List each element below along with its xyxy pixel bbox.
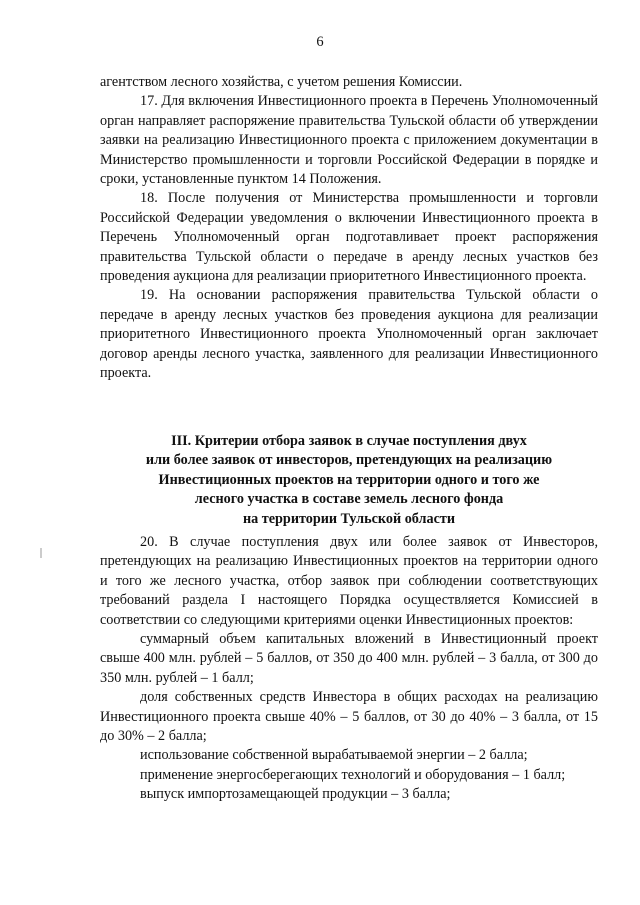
- section-heading-line: III. Критерии отбора заявок в случае поступления двух: [171, 433, 527, 449]
- criterion-own-energy: использование собственной вырабатываемой энергии – 2 балла;: [140, 747, 528, 764]
- text-block-top: [100, 73, 598, 384]
- paragraph-18: 18. После получения от Министерства промышленности и торговли Российской Федерации уведомления о включении Инвестиционного проекта в Перечень Уполномоченный орган подготавливает проект распоряжения правительства Тульской области о передаче в аренду лесных участков без проведения аукциона для реализации приоритетного Инвестиционного проекта.: [100, 190, 598, 285]
- scan-margin-mark: [40, 548, 42, 558]
- criterion-import-substitution: выпуск импортозамещающей продукции – 3 балла;: [140, 786, 451, 803]
- page-number: 6: [316, 34, 324, 50]
- paragraph-19: 19. На основании распоряжения правительства Тульской области о передаче в аренду лесных участков без проведения аукциона для реализации приоритетного Инвестиционного проекта Уполномоченный орган заключает договор аренды лесного участка, заявленного для реализации Инвестиционного проекта.: [100, 287, 598, 382]
- text-block-bottom: [100, 533, 598, 805]
- section-heading-line: на территории Тульской области: [242, 510, 456, 527]
- paragraph-continuation: агентством лесного хозяйства, с учетом решения Комиссии.: [100, 74, 463, 90]
- section-heading-line: или более заявок от инвесторов, претендующих на реализацию: [145, 452, 553, 469]
- criterion-energy-saving: применение энергосберегающих технологий и оборудования – 1 балл;: [140, 766, 566, 783]
- criterion-capital-investment: суммарный объем капитальных вложений в Инвестиционный проект свыше 400 млн. рублей – 5 баллов, от 350 до 400 млн. рублей – 3 балла, от 300 до 350 млн. рублей – 1 балл;: [100, 631, 598, 686]
- section-heading: [100, 432, 598, 529]
- criterion-own-funds-share: доля собственных средств Инвестора в общих расходах на реализацию Инвестиционного проекта свыше 40% – 5 баллов, от 30 до 40% – 3 балла, от 15 до 30% – 2 балла;: [100, 689, 598, 745]
- paragraph-17: 17. Для включения Инвестиционного проекта в Перечень Уполномоченный орган направляет распоряжение правительства Тульской области об утверждении заявки на реализацию Инвестиционного проекта с приложением документации в Министерство промышленности и торговли Российской Федерации в порядке и сроки, установленные пунктом 14 Положения.: [100, 93, 598, 188]
- paragraph-20: 20. В случае поступления двух или более заявок от Инвесторов, претендующих на реализацию Инвестиционных проектов на территории одного и того же лесного участка, отбор заявок при соблюдении соответствующих требований раздела I настоящего Порядка осуществляется Комиссией в соответствии со следующими критериями оценки Инвестиционных проектов:: [100, 534, 598, 628]
- section-heading-line: лесного участка в составе земель лесного фонда: [194, 491, 504, 508]
- section-heading-line: Инвестиционных проектов на территории одного и того же: [158, 471, 540, 488]
